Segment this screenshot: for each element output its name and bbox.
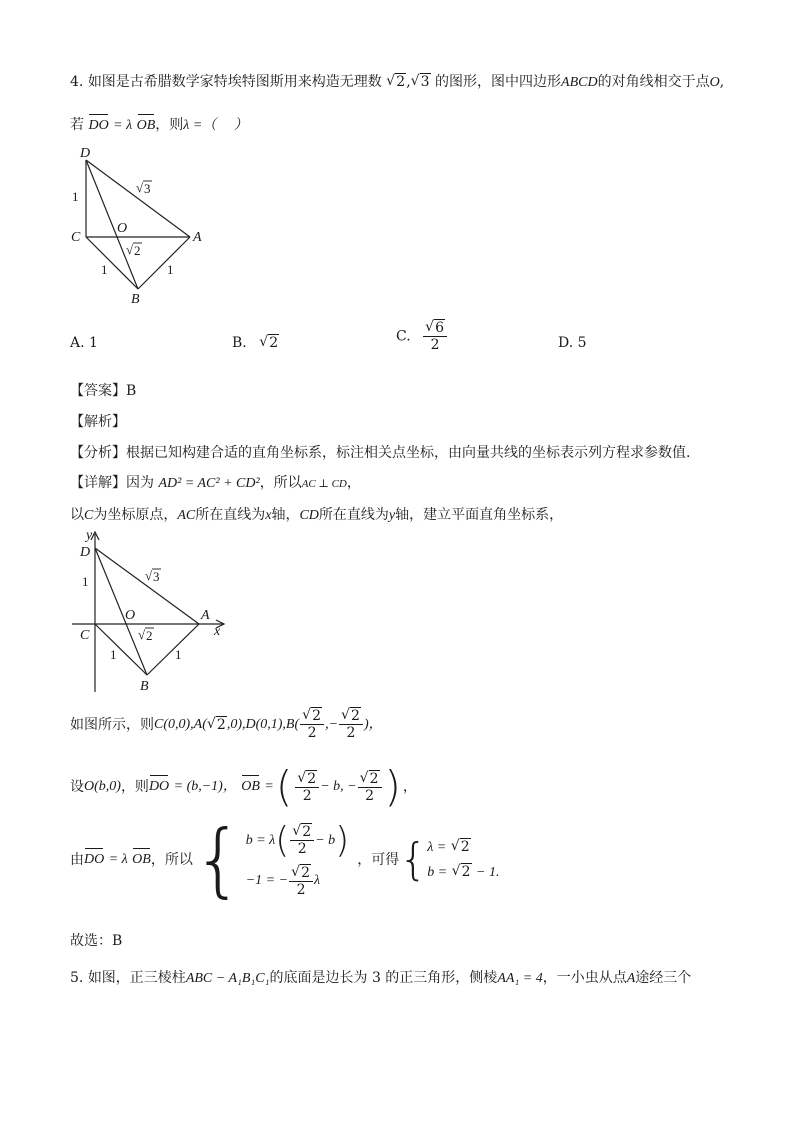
detail-line-2: 以C为坐标原点，AC所在直线为x轴，CD所在直线为y轴，建立平面直角坐标系， (70, 507, 564, 523)
sqrt-glyph: √ (126, 242, 134, 257)
label-c: C (80, 628, 90, 643)
question-4-condition: 若 DO = λ OB，则λ =（ ） (70, 117, 248, 133)
label-a: A (193, 230, 202, 245)
length-ab: 1 (167, 262, 174, 277)
option-a[interactable]: A. 1 (70, 335, 98, 351)
label-c: C (71, 230, 81, 245)
length-ca: 2 (134, 243, 141, 258)
length-da: 3 (153, 569, 160, 584)
figure-quadrilateral (60, 140, 220, 310)
length-da: 3 (144, 181, 151, 196)
label-b: B (131, 292, 140, 307)
option-c[interactable]: C. √ $\frac{6}{2}$ (396, 320, 448, 353)
label-x: x (214, 624, 221, 639)
option-b[interactable]: B. √ 2 (232, 334, 279, 352)
sqrt-glyph: √ (138, 627, 146, 642)
question-4-stem: 4. 如图是古希腊数学家特埃特图斯用来构造无理数 √ 2,√ 3 的图形，图中四边形ABCD的对角线相交于点O, (70, 73, 724, 92)
label-o: O (117, 221, 128, 236)
segment-ab (147, 624, 199, 675)
length-dc: 1 (72, 189, 79, 204)
length-cb: 1 (110, 647, 117, 662)
length-ab: 1 (175, 647, 182, 662)
option-d[interactable]: D. 5 (558, 335, 587, 351)
question-5-stem: 5. 如图，正三棱柱ABC − A₁B₁C₁的底面是边长为 3 的正三角形，侧棱AA₁ = 4，一小虫从点A途经三个 (70, 970, 692, 986)
label-d: D (80, 545, 91, 560)
answer-line: 【答案】B (70, 383, 137, 399)
length-cb: 1 (101, 262, 108, 277)
length-dc: 1 (82, 574, 89, 589)
coords-line: 如图所示，则 C(0,0), A( √ 2 ,0), D(0,1), B( √ $\frac{2}{2}$ ,− √ $\frac{2}{2}$ )， (70, 708, 383, 741)
system-line: 由 DO = λ OB ，所以 { b = λ ( √ $\frac{2}{2}$ − b ) −1 = − √ $\frac{2}{2}$ λ ，可得 { λ = √ 2 b = √ 2 − 1. (70, 820, 499, 900)
label-y: y (86, 528, 93, 543)
label-b: B (140, 679, 149, 694)
label-o: O (125, 608, 136, 623)
analysis-summary: 【分析】根据已知构建合适的直角坐标系，标注相关点坐标，由向量共线的坐标表示列方程求参数值. (70, 445, 691, 461)
label-d: D (80, 146, 91, 161)
length-ca: 2 (146, 628, 153, 643)
sqrt-glyph: √ (136, 180, 144, 195)
choice-line: 故选：B (70, 933, 123, 949)
system-result: λ = √ 2 b = √ 2 − 1. (427, 838, 499, 882)
label-a: A (201, 608, 210, 623)
system-equations: b = λ ( √ $\frac{2}{2}$ − b ) −1 = − √ $\frac{2}{2}$ λ (246, 823, 349, 898)
vectors-line: 设 O(b,0) ，则 DO = (b,−1)， OB = ( √ $\frac{2}{2}$ − b, − √ $\frac{2}{2}$ ) ， (70, 766, 417, 808)
figure-coordinate (68, 526, 238, 696)
sqrt-glyph: √ (145, 568, 153, 583)
segment-ab (138, 237, 190, 289)
analysis-heading: 【解析】 (70, 414, 126, 430)
detail-line-1: 【详解】因为 AD² = AC² + CD²，所以AC ⊥ CD， (70, 475, 361, 491)
